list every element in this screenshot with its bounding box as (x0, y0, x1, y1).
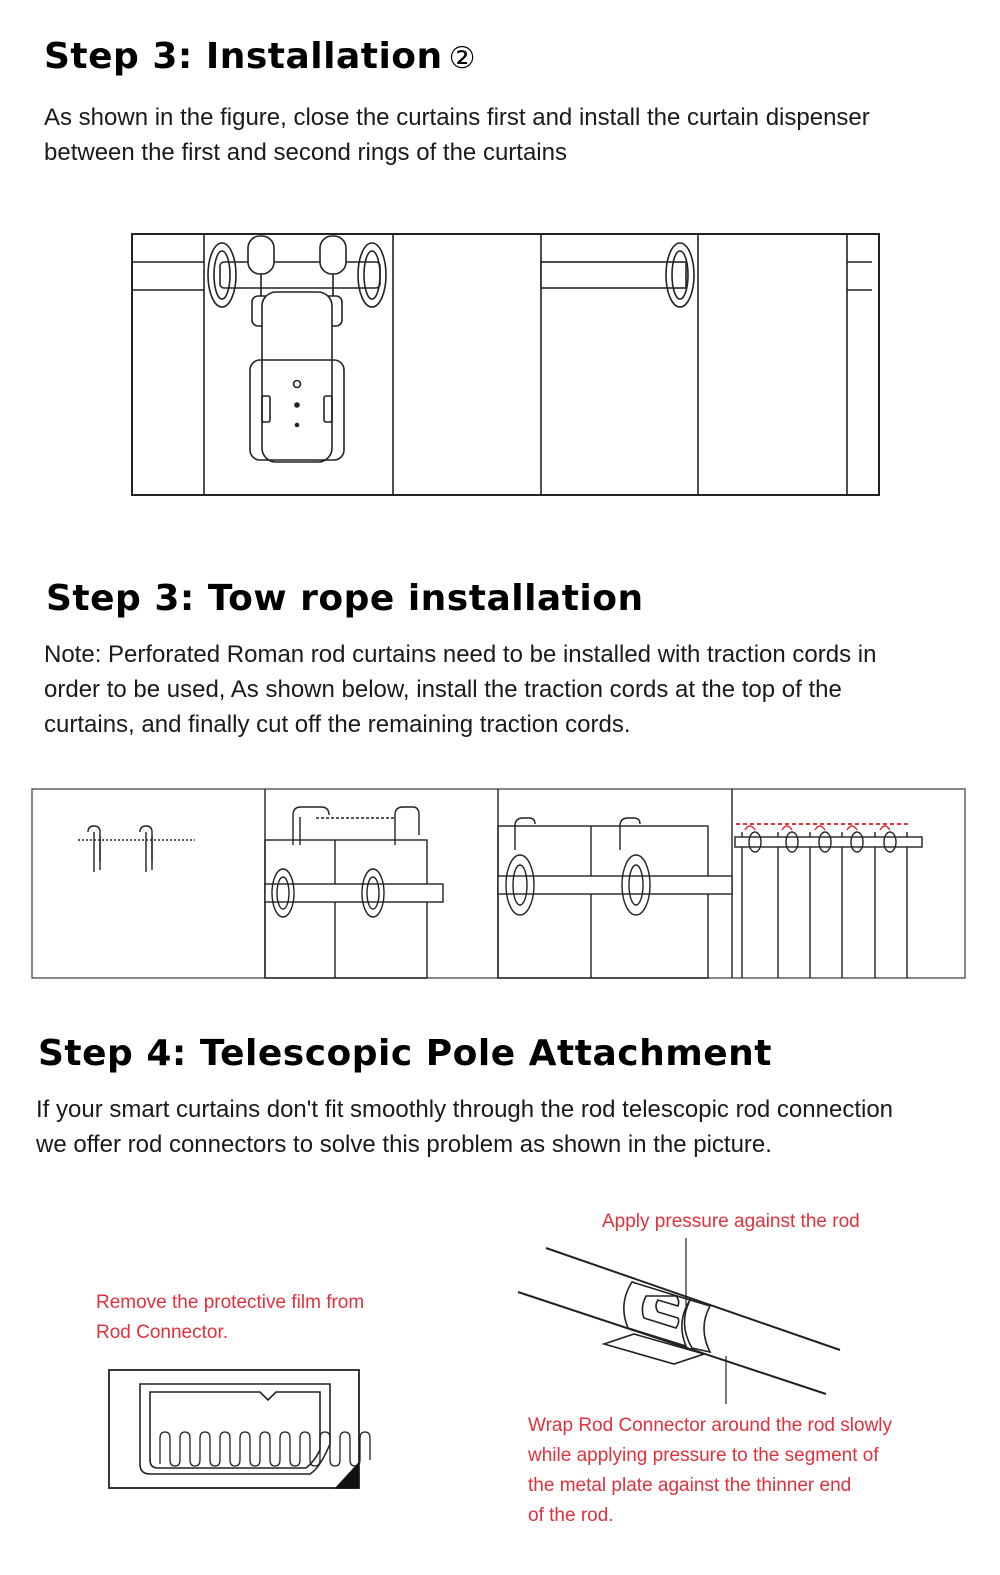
step3-installation-title-text: Step 3: Installation (44, 36, 443, 77)
step4-title: Step 4: Telescopic Pole Attachment (38, 1033, 772, 1074)
wrap-note-line1: Wrap Rod Connector around the rod slowly (528, 1415, 893, 1436)
remove-film-note-line1: Remove the protective film from (96, 1292, 365, 1313)
step4-desc-line1: If your smart curtains don't fit smoothly through the rod telescopic rod connection (36, 1096, 894, 1123)
wrap-note-line2: while applying pressure to the segment of (528, 1445, 879, 1466)
step3-installation-desc-line1: As shown in the figure, close the curtains first and install the curtain dispenser (44, 104, 870, 131)
wrap-note-line4: of the rod. (528, 1505, 614, 1526)
step3-tow-desc-line1: Note: Perforated Roman rod curtains need to be installed with traction cords in (44, 641, 877, 668)
step3-tow-rope-title: Step 3: Tow rope installation (46, 578, 644, 619)
step-number-marker: ② (448, 41, 477, 76)
step3-installation-desc-line2: between the first and second rings of the curtains (44, 139, 567, 166)
step4-desc-line2: we offer rod connectors to solve this problem as shown in the picture. (36, 1131, 772, 1158)
step3-tow-desc-line2: order to be used, As shown below, install the traction cords at the top of the (44, 676, 842, 703)
remove-film-note-line2: Rod Connector. (96, 1322, 229, 1343)
wrap-note-line3: the metal plate against the thinner end (528, 1475, 852, 1496)
apply-pressure-label: Apply pressure against the rod (602, 1211, 860, 1232)
step3-tow-desc-line3: curtains, and finally cut off the remaining traction cords. (44, 711, 631, 738)
